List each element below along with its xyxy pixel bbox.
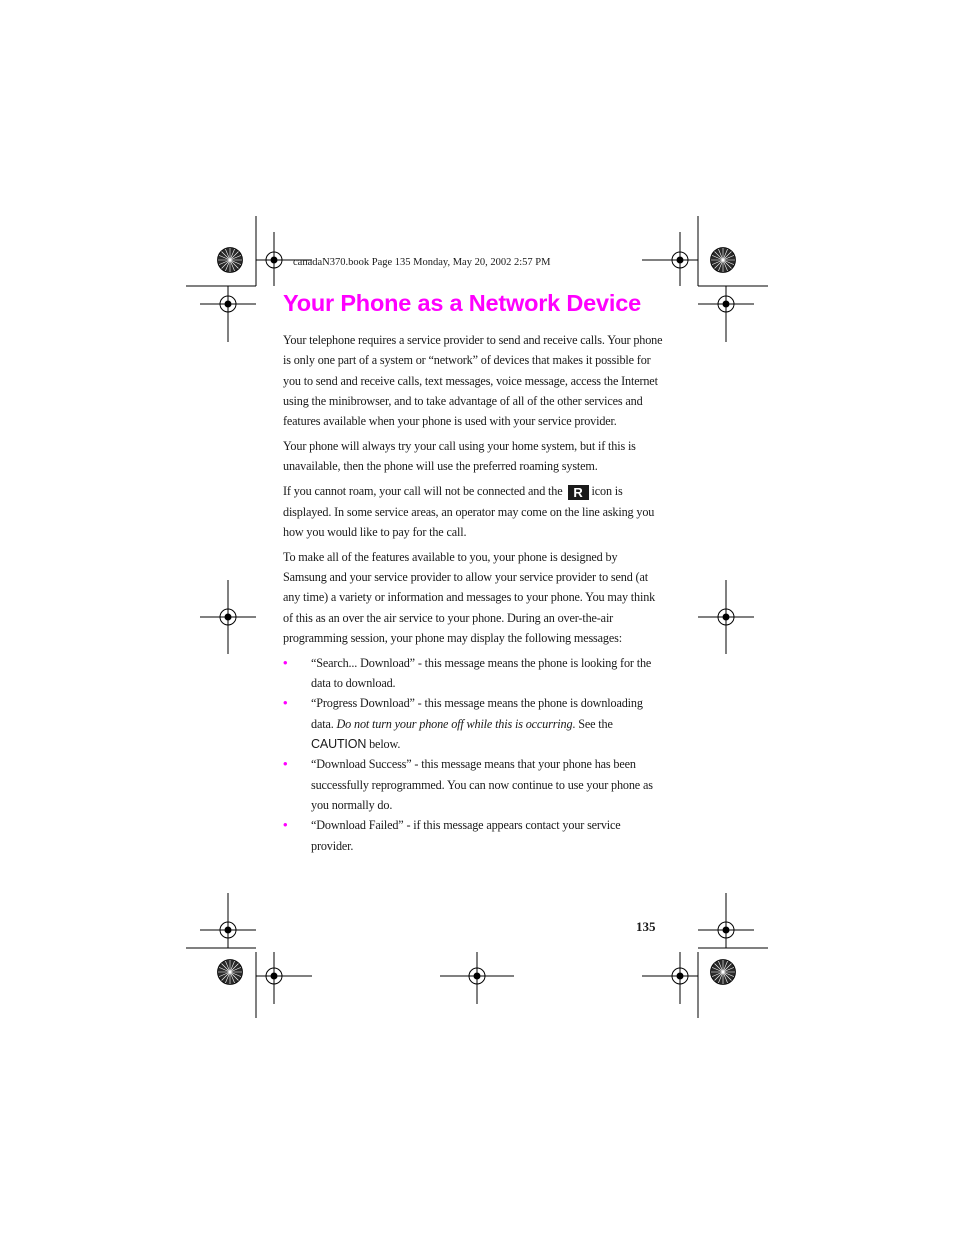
list-item: [283, 693, 663, 754]
page-number: 135: [636, 919, 656, 934]
bullet-icon: •: [283, 654, 288, 670]
list-item-text: “Download Failed” - if this message appears contact your service provider.: [311, 818, 621, 853]
list-item-text: below.: [369, 737, 401, 752]
list-item-text: . See the: [572, 716, 613, 731]
book-header-line: canadaN370.book Page 135 Monday, May 20, 2002 2:57 PM: [293, 257, 551, 268]
bullet-icon: •: [283, 817, 288, 833]
paragraph-over-the-air: To make all of the features available to you, your phone is designed by Samsung and your service provider to allow your service provider to send (at any time) a variety or information and messages to your phone. You may think of this as an over the air service to your phone. During an over-the-air programming session, your phone may display the following messages:: [283, 549, 656, 645]
bullet-icon: •: [283, 695, 288, 711]
paragraph-roaming-icon-text-end: icon is displayed. In some service areas, an operator may come on the line asking you how you would like to pay for the call.: [283, 484, 655, 539]
body-text: [283, 330, 663, 856]
page-title: Your Phone as a Network Device: [283, 290, 641, 316]
list-item-text: “Progress Download” - this message means the phone is downloading data.: [311, 696, 643, 731]
paragraph-roaming-icon: [283, 481, 663, 542]
list-item: [283, 754, 663, 815]
caution-reference: CAUTION: [311, 737, 367, 752]
roaming-r-icon: R: [568, 485, 589, 500]
paragraph-roaming: Your phone will always try your call using your home system, but if this is unavailable, then the phone will use the preferred roaming system.: [283, 439, 636, 474]
warning-italic-text: Do not turn your phone off while this is occurring: [336, 716, 573, 731]
list-item-text: “Download Success” - this message means that your phone has been successfully reprogrammed. You can now continue to use your phone as you normally do.: [311, 757, 653, 812]
paragraph-intro: Your telephone requires a service provider to send and receive calls. Your phone is only one part of a system or “network” of devices that makes it possible for you to send and receive calls, text messages, voice message, access the Internet using the minibrowser, and to take advantage of all of the other services and features available when your phone is used with your service provider.: [283, 333, 663, 429]
list-item-text: “Search... Download” - this message means the phone is looking for the data to download.: [311, 655, 652, 691]
bullet-icon: •: [283, 756, 288, 772]
paragraph-roaming-icon-text-start: If you cannot roam, your call will not be connected and the: [283, 484, 563, 499]
list-item: [283, 653, 663, 694]
list-item: [283, 815, 663, 856]
message-list: [283, 653, 663, 856]
